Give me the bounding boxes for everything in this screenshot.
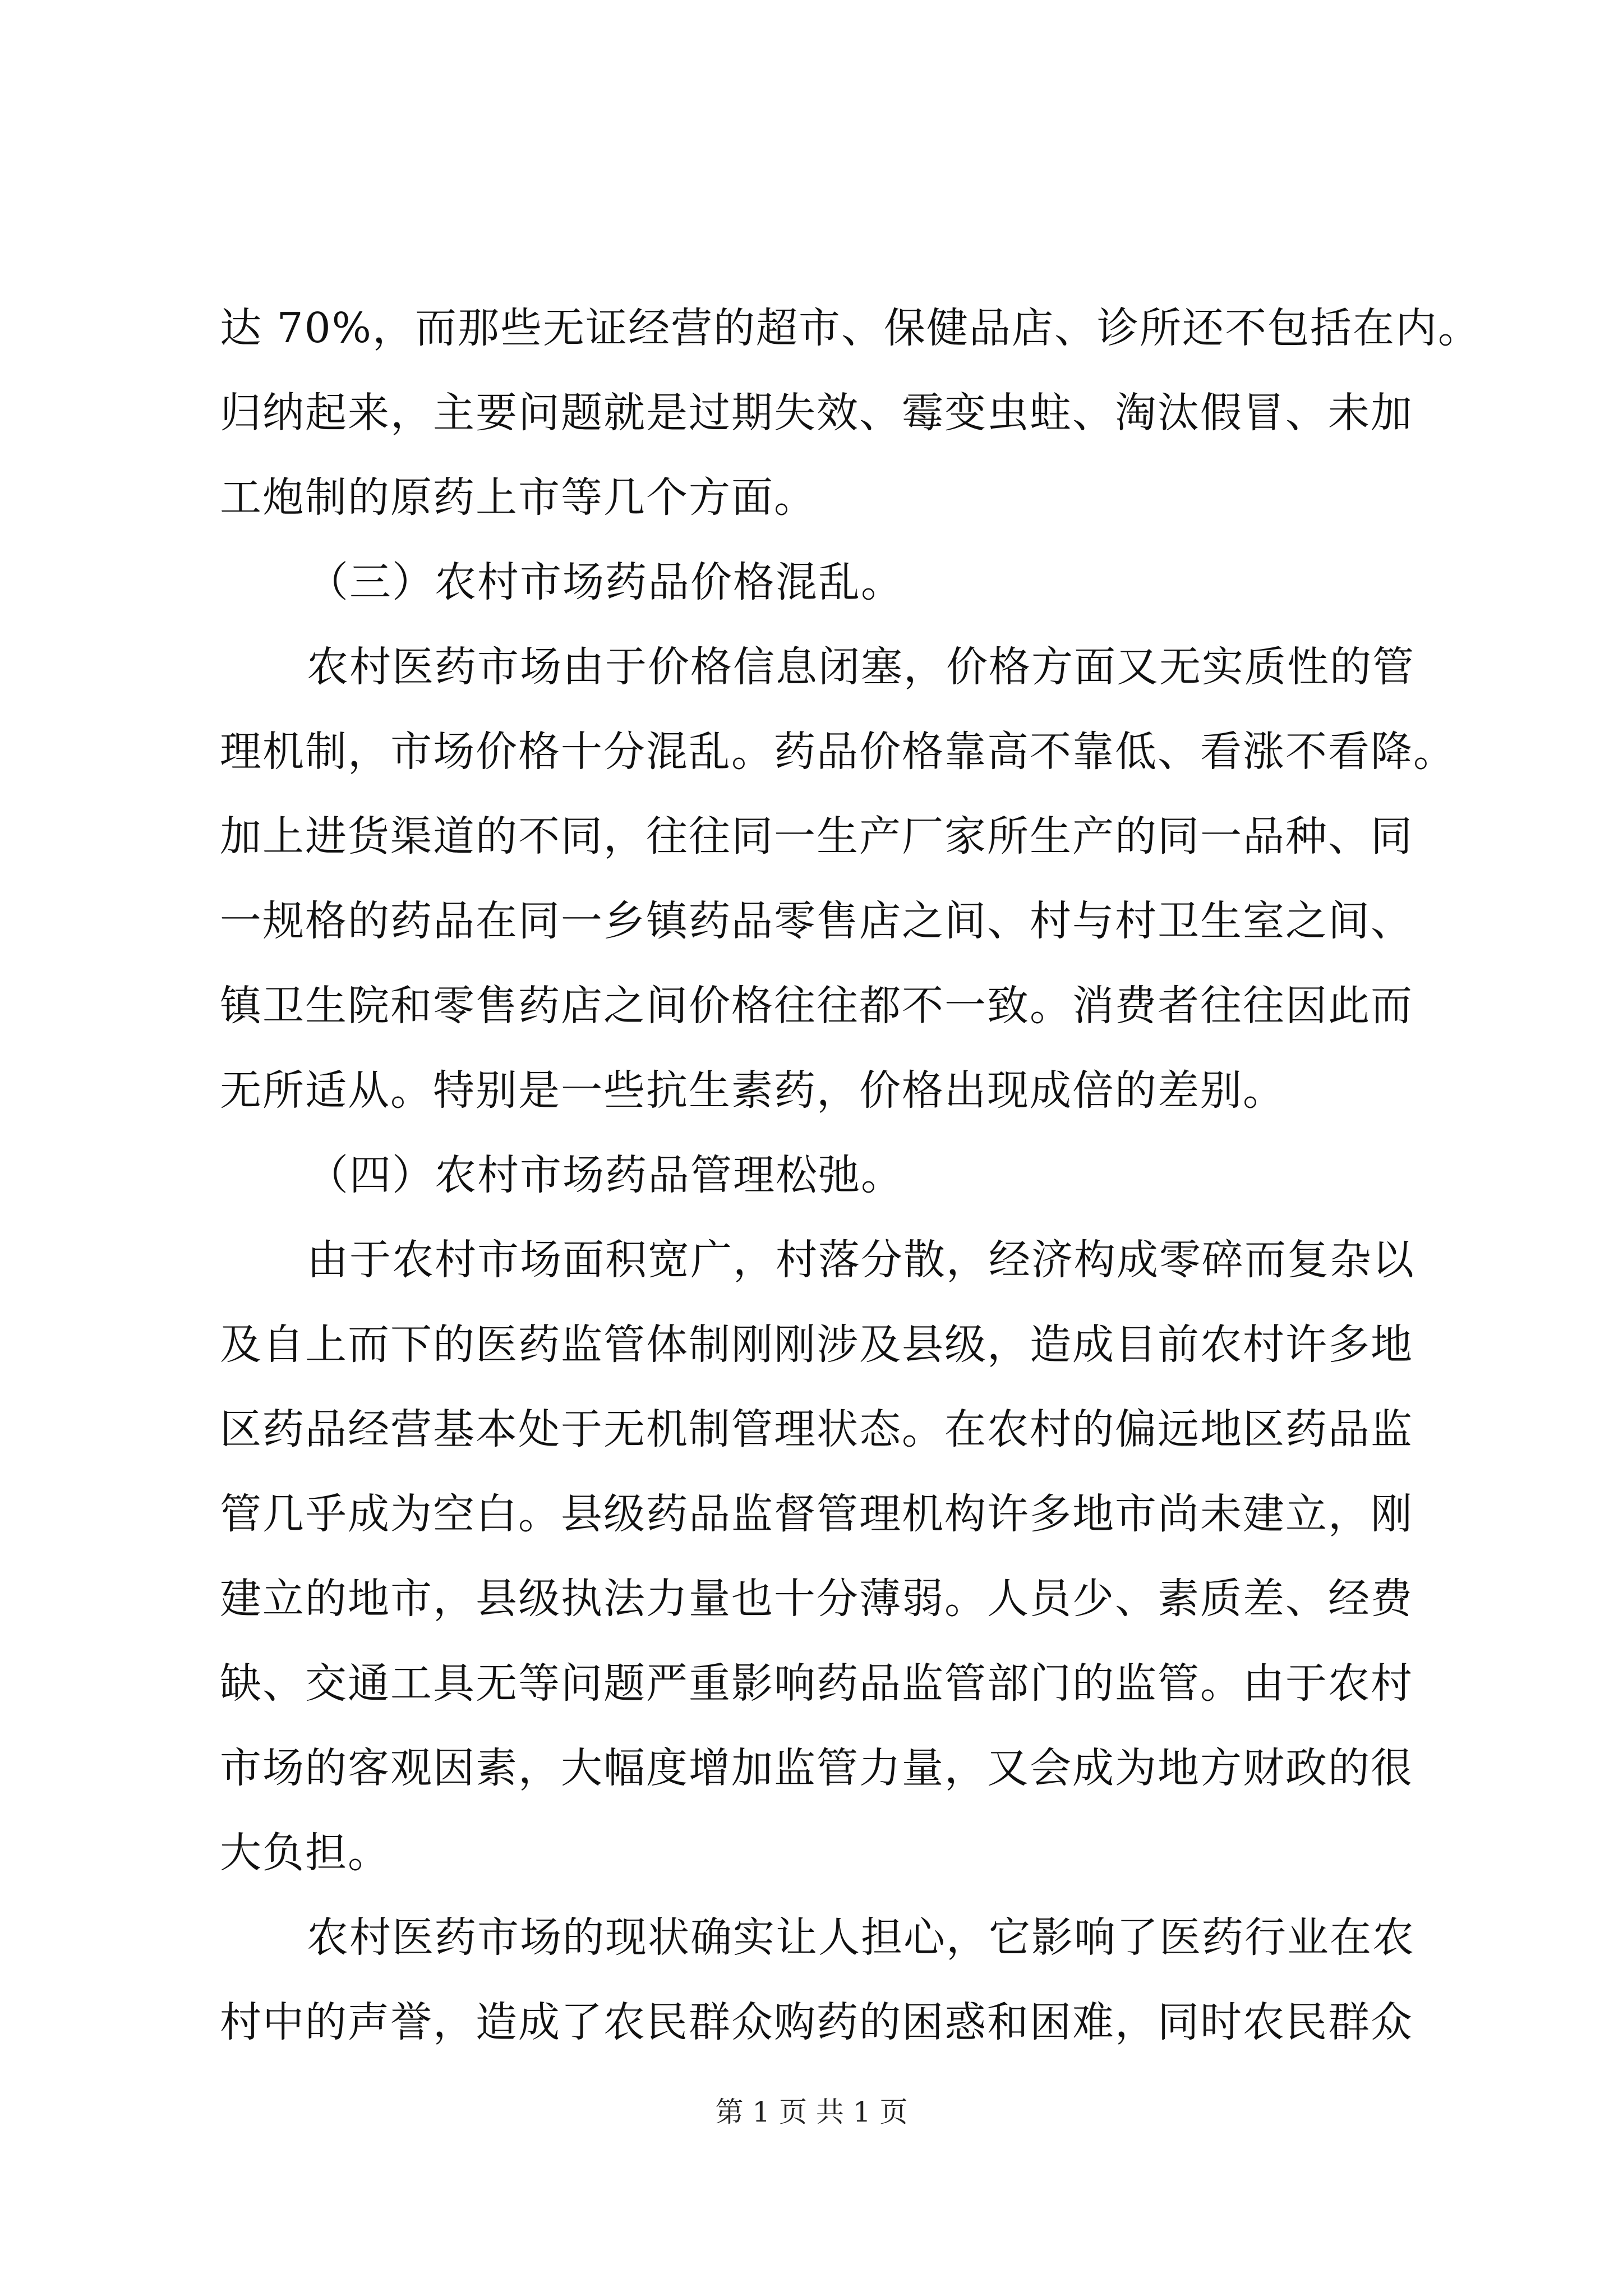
text-line: 大负担。 xyxy=(220,1829,390,1877)
text-line: 区药品经营基本处于无机制管理状态。在农村的偏远地区药品监 xyxy=(220,1405,1413,1453)
text-line: 农村医药市场由于价格信息闭塞，价格方面又无实质性的管 xyxy=(307,643,1415,691)
text-line: 市场的客观因素，大幅度增加监管力量，又会成为地方财政的很 xyxy=(220,1744,1413,1792)
text-line: 一规格的药品在同一乡镇药品零售店之间、村与村卫生室之间、 xyxy=(220,897,1413,945)
text-line: 村中的声誉，造成了农民群众购药的困惑和困难，同时农民群众 xyxy=(220,1998,1413,2046)
text-line: 镇卫生院和零售药店之间价格往往都不一致。消费者往往因此而 xyxy=(220,982,1413,1030)
text-line: 加上进货渠道的不同，往往同一生产厂家所生产的同一品种、同 xyxy=(220,812,1413,861)
text-line: 由于农村市场面积宽广，村落分散，经济构成零碎而复杂以 xyxy=(307,1236,1415,1284)
text-line: 缺、交通工具无等问题严重影响药品监管部门的监管。由于农村 xyxy=(220,1659,1413,1708)
document-body xyxy=(220,286,1481,2065)
text-line: （三）农村市场药品价格混乱。 xyxy=(307,558,903,606)
text-line: 建立的地市，县级执法力量也十分薄弱。人员少、素质差、经费 xyxy=(220,1575,1413,1623)
text-line: 及自上而下的医药监管体制刚刚涉及县级，造成目前农村许多地 xyxy=(220,1320,1413,1369)
text-line: 达 70%，而那些无证经营的超市、保健品店、诊所还不包括在内。 xyxy=(220,304,1481,352)
text-line: 无所适从。特别是一些抗生素药，价格出现成倍的差别。 xyxy=(220,1066,1285,1115)
text-line: 管几乎成为空白。县级药品监督管理机构许多地市尚未建立，刚 xyxy=(220,1490,1413,1538)
text-line: （四）农村市场药品管理松弛。 xyxy=(307,1151,903,1199)
text-line: 理机制，市场价格十分混乱。药品价格靠高不靠低、看涨不看降。 xyxy=(220,728,1456,776)
page-footer: 第 1 页 共 1 页 xyxy=(715,2096,908,2128)
text-line: 归纳起来，主要问题就是过期失效、霉变虫蛀、淘汰假冒、未加 xyxy=(220,389,1413,437)
text-line: 农村医药市场的现状确实让人担心，它影响了医药行业在农 xyxy=(307,1913,1415,1962)
text-line: 工炮制的原药上市等几个方面。 xyxy=(220,473,817,522)
